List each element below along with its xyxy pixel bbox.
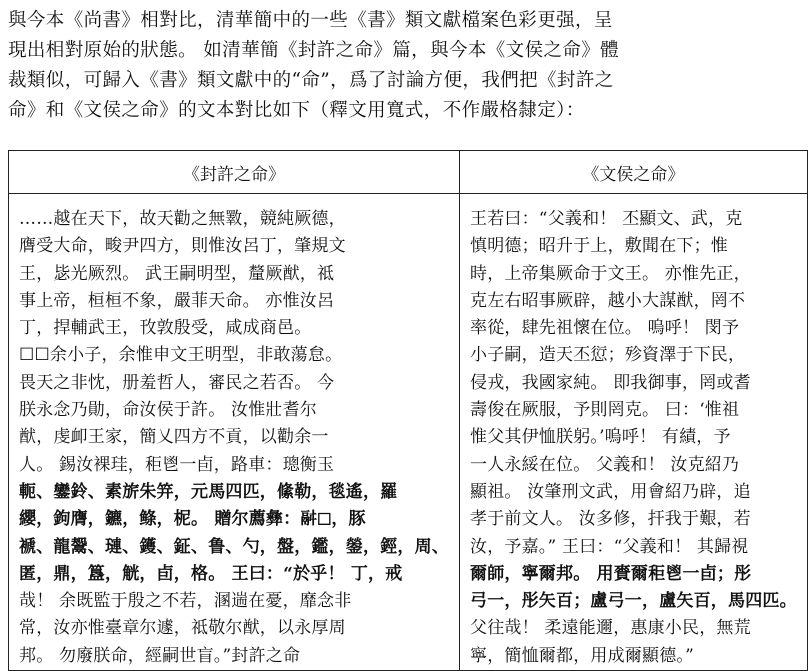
text-line: 侵戎，我國家純。 即我御事，罔或耆 (470, 372, 751, 393)
text-line: 王，毖光厥烈。 武王嗣明型，釐厥猷，祗 (19, 263, 335, 284)
intro-paragraph (8, 6, 692, 126)
text-line: 時，上帝集厥命于文王。 亦惟先正， (470, 263, 751, 284)
text-line: 猷，虔卹王家，簡乂四方不貢，以勸余一 (19, 427, 329, 448)
text-line: 軛、鑾鈴、素旂朱笄，元馬四匹，絛勒，毯遙，羅 (19, 481, 398, 502)
text-line: 顯祖。 汝肇刑文武，用會紹乃辟，追 (470, 481, 751, 502)
intro-line: 與今本《尚書》相對比，清華簡中的一些《書》類文獻檔案色彩更强，呈 (8, 10, 613, 31)
table-body-row (9, 194, 808, 671)
wenhou-text-cell (460, 194, 808, 671)
text-line: 一人永綏在位。 父義和！ 汝克紹乃 (470, 454, 740, 475)
text-line: 朕永念乃勛，命汝侯于許。 汝惟壯耆尔 (19, 400, 318, 421)
text-line: 常，汝亦惟臺章尔遽，祗敬尔猷，以永厚周 (19, 618, 346, 639)
text-line: 畏天之非忱，册羞哲人，審民之若否。 今 (19, 372, 335, 393)
text-line: 弓一，彤矢百；盧弓一，盧矢百，馬四匹。 (470, 591, 797, 612)
text-line: 事上帝，桓桓不象，嚴菲天命。 亦惟汝呂 (19, 290, 335, 311)
text-line: 惟父其伊恤朕躬。’嗚呼！ 有績，予 (470, 427, 731, 448)
text-line: 爾師，寧爾邦。 用賚爾秬鬯一卣；彤 (470, 563, 752, 584)
table-header-row (9, 151, 808, 194)
text-line: 人。 錫汝裸珪，秬鬯一卣，路車：璁衡玉 (19, 454, 335, 475)
text-line: 小子嗣，造天丕愆；殄資澤于下民， (470, 345, 746, 366)
text-line: 孝于前文人。 汝多修，扞我于艱，若 (470, 509, 751, 530)
header-fengxu-zhiming: 《封許之命》 (9, 151, 460, 194)
text-line: 寧，簡恤爾都，用成爾顯德。” (470, 645, 694, 666)
text-line: 丁，捍輔武王，攼敦殷受，咸成商邑。 (19, 318, 312, 339)
text-line: 慎明德；昭升于上，敷聞在下；惟 (470, 236, 728, 257)
fengxu-text-cell (9, 194, 460, 671)
text-line: ……越在天下，故天勸之無斁，競純厥德， (19, 209, 346, 229)
intro-line: 裁類似，可歸入《書》類文獻中的“命”，爲了討論方便，我們把《封許之 (8, 70, 614, 91)
intro-line: 現出相對原始的狀態。 如清華簡《封許之命》篇，與今本《文侯之命》體 (8, 40, 620, 61)
comparison-table (8, 150, 808, 671)
text-line: 汝，予嘉。” 王曰：“父義和！ 其歸視 (470, 536, 749, 557)
text-line: 邦。 勿廢朕命，經嗣世盲。”封許之命 (19, 645, 301, 666)
text-line: 壽俊在厥服，予則罔克。 曰：‘惟祖 (470, 400, 740, 421)
text-line: 膺受大命，畯尹四方，則惟汝呂丁，肇規文 (19, 236, 346, 257)
text-line: 哉！ 余既監于殷之不若，溷遄在憂，靡念非 (19, 591, 352, 612)
text-line: ☐☐余小子，余惟申文王明型，非敢蕩怠。 (19, 345, 343, 366)
text-line: 匿，鼎，簋，觥，卣，格。 王曰：“於乎！ 丁，戒 (19, 563, 403, 584)
intro-line: 命》和《文侯之命》的文本對比如下（釋文用寬式，不作嚴格隸定）： (8, 100, 585, 121)
header-wenhou-zhiming: 《文侯之命》 (460, 151, 808, 194)
text-line: 王若曰：“父義和！ 丕顯文、武，克 (470, 209, 743, 229)
text-line: 褫、龍鬶、璉、鑊、鉦、鲁、勺，盤，鑑，鎣，鋞，周、 (19, 536, 449, 557)
text-line: 克左右昭事厥辟，越小大謀猷，罔不 (470, 290, 746, 311)
text-line: 父往哉！ 柔遠能邇，惠康小民，無荒 (470, 618, 751, 639)
text-line: 率從，肆先祖懷在位。 嗚呼！ 閔予 (470, 318, 740, 339)
text-line: 纓，鉤膺，鑣，鲦，柅。 贈尔薦彝：𩰫☐，豚 (19, 509, 366, 530)
